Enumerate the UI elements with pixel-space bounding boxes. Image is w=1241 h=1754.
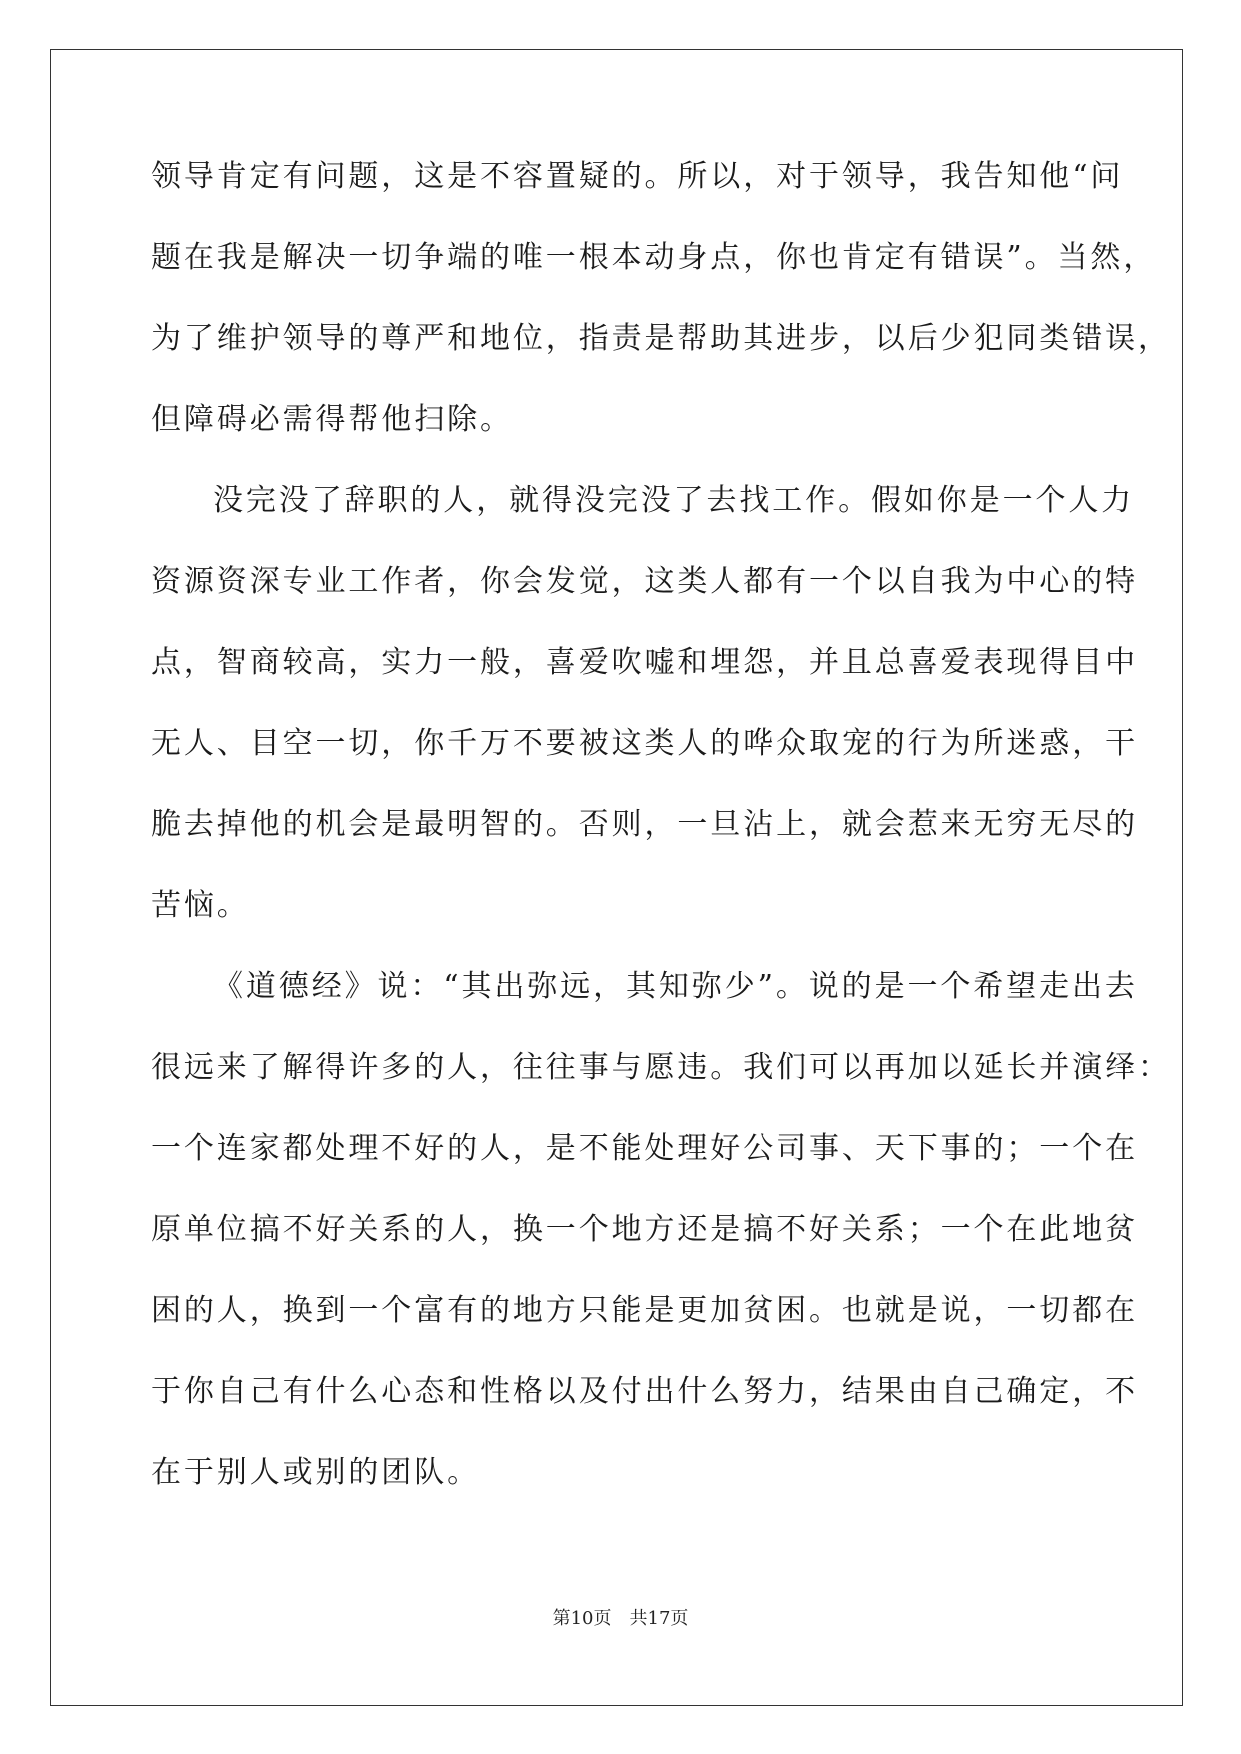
text-line: 点，智商较高，实力一般，喜爱吹嘘和埋怨，并且总喜爱表现得目中 [151,645,1138,680]
text-line: 脆去掉他的机会是最明智的。否则，一旦沾上，就会惹来无穷无尽的 [151,807,1138,842]
text-line: 在于别人或别的团队。 [151,1455,480,1490]
text-line: 为了维护领导的尊严和地位，指责是帮助其进步，以后少犯同类错误， [151,321,1171,356]
text-line: 原单位搞不好关系的人，换一个地方还是搞不好关系；一个在此地贫 [151,1212,1138,1247]
text-line: 资源资深专业工作者，你会发觉，这类人都有一个以自我为中心的特 [151,564,1138,599]
text-line: 但障碍必需得帮他扫除。 [151,402,513,437]
text-line: 于你自己有什么心态和性格以及付出什么努力，结果由自己确定，不 [151,1374,1138,1409]
text-line: 无人、目空一切，你千万不要被这类人的哗众取宠的行为所迷惑，干 [151,726,1138,761]
text-line: 一个连家都处理不好的人，是不能处理好公司事、天下事的；一个在 [151,1131,1138,1166]
current-page-number: 第10页 [552,1608,612,1629]
text-line: 困的人，换到一个富有的地方只能是更加贫困。也就是说，一切都在 [151,1293,1138,1328]
text-line: 很远来了解得许多的人，往往事与愿违。我们可以再加以延长并演绎： [151,1050,1171,1085]
document-body [151,159,1171,1537]
text-line: 苦恼。 [151,888,250,923]
text-line: 领导肯定有问题，这是不容置疑的。所以，对于领导，我告知他“问 [151,159,1124,194]
paragraph-first-line: 没完没了辞职的人，就得没完没了去找工作。假如你是一个人力 [213,483,1135,518]
text-line: 题在我是解决一切争端的唯一根本动身点，你也肯定有错误”。当然， [151,240,1157,275]
paragraph-first-line: 《道德经》说：“其出弥远，其知弥少”。说的是一个希望走出去 [213,969,1138,1004]
page-footer [0,1608,1241,1630]
total-page-count: 共17页 [629,1608,689,1629]
